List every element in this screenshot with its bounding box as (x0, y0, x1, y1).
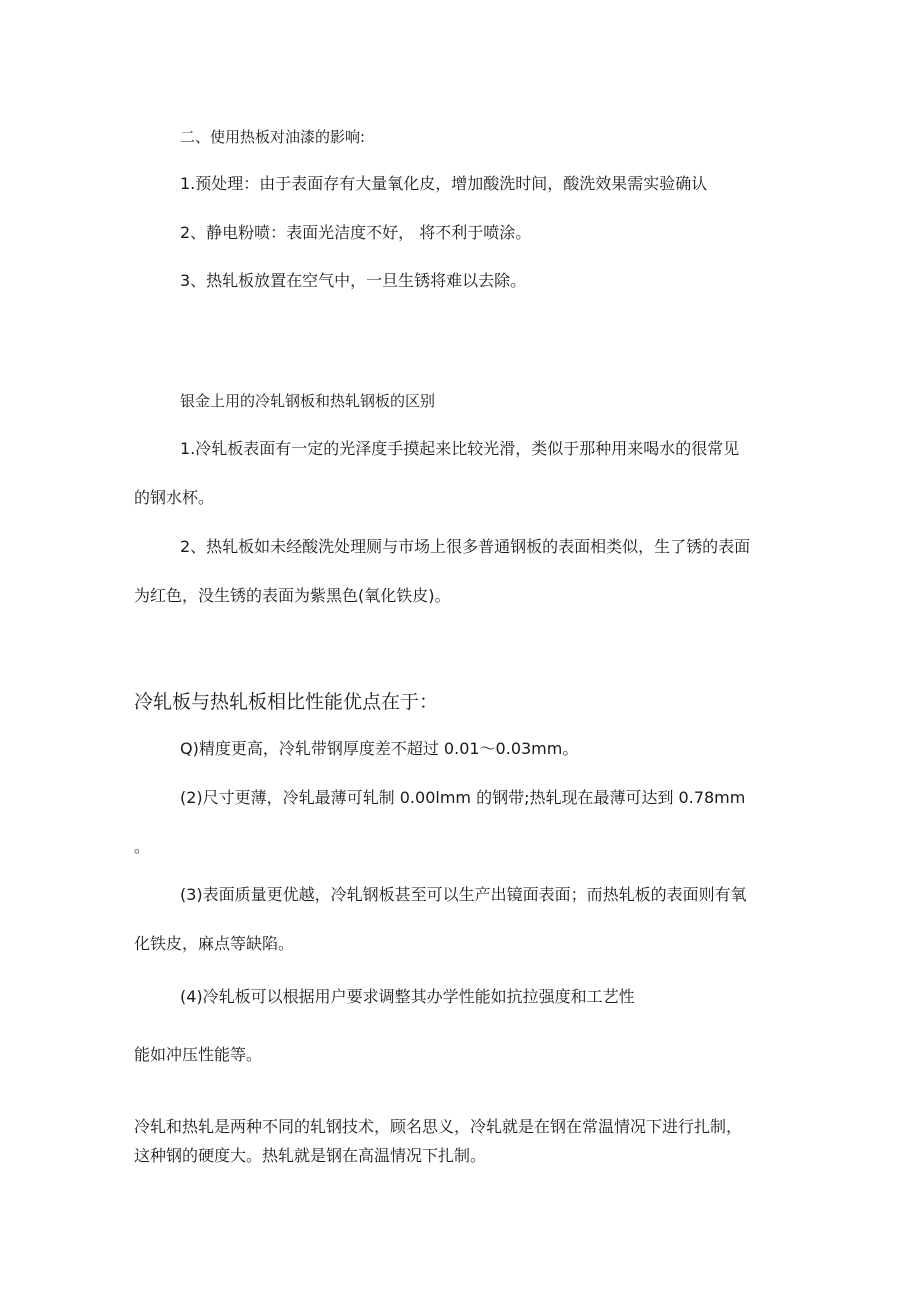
section3-item-4-line2: 能如冲压性能等。 (134, 1045, 263, 1064)
section2-p2-line2: 为红色，没生锈的表面为紫黑色(氧化铁皮)。 (134, 586, 451, 605)
section4-line2: 这种钢的硬度大。热轧就是钢在高温情况下扎制。 (134, 1146, 487, 1165)
section3-item-2-line2: 。 (134, 837, 151, 856)
section1-item-3: 3、热轧板放置在空气中，一旦生锈将难以去除。 (180, 271, 527, 290)
section3-item-4-line1: (4)冷轧板可以根据用户要求调整其办学性能如抗拉强度和工艺性 (180, 987, 635, 1006)
section2-p2-line1: 2、热轧板如未经酸洗处理厕与市场上很多普通钢板的表面相类似，生了锈的表面 (180, 537, 751, 556)
section2-p1-line1: 1.冷轧板表面有一定的光泽度手摸起来比较光滑，类似于那种用来喝水的很常见 (180, 439, 740, 458)
section3-item-1: Q)精度更高，冷轧带钢厚度差不超过 0.01～0.03mm。 (180, 739, 579, 758)
section4-line1: 冷轧和热轧是两种不同的轧钢技术，顾名思义，冷轧就是在钢在常温情况下进行扎制， (134, 1117, 743, 1136)
section1-item-2: 2、静电粉喷：表面光洁度不好， 将不利于喷涂。 (180, 223, 532, 242)
section3-title: 冷轧板与热轧板相比性能优点在于： (134, 691, 439, 713)
section3-item-3-line1: (3)表面质量更优越，冷轧钢板甚至可以生产出镜面表面；而热轧板的表面则有氧 (180, 885, 747, 904)
section2-p1-line2: 的钢水杯。 (134, 488, 215, 507)
section1-title: 二、使用热板对油漆的影响: (180, 128, 366, 146)
section1-item-1: 1.预处理：由于表面存有大量氧化皮，增加酸洗时间，酸洗效果需实验确认 (180, 174, 708, 193)
section2-title: 银金上用的冷轧钢板和热轧钢板的区别 (180, 392, 436, 410)
section3-item-3-line2: 化铁皮，麻点等缺陷。 (134, 934, 295, 953)
section3-item-2-line1: (2)尺寸更薄，冷轧最薄可轧制 0.00lmm 的钢带;热轧现在最薄可达到 0.78mm (180, 788, 746, 807)
